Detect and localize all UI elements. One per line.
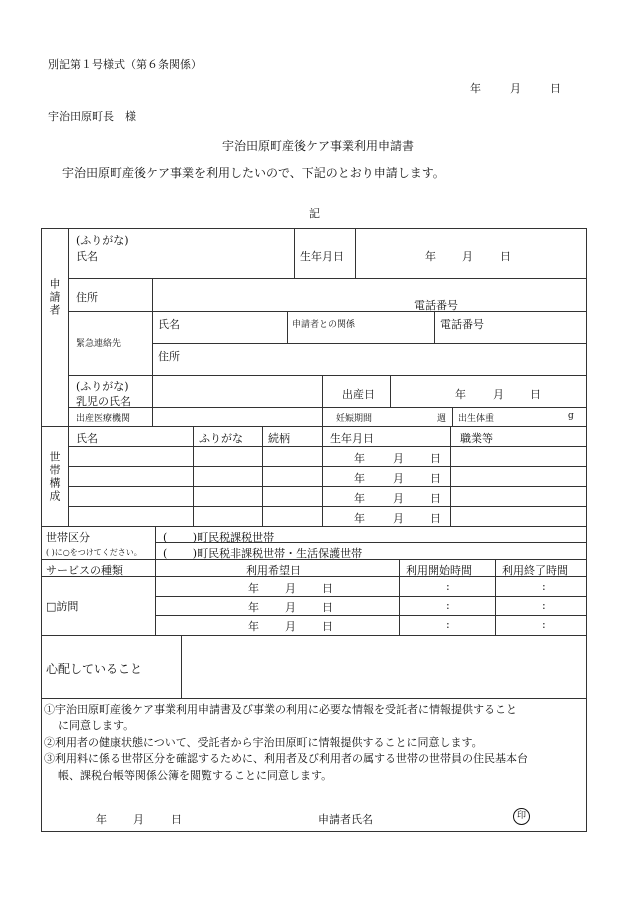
emergency-contact-label: 緊急連絡先 [76, 339, 122, 349]
service-row-month: 月 [285, 582, 296, 595]
household-row-month: 月 [393, 472, 404, 485]
birth-weight-label: 出生体重 [458, 414, 495, 424]
ki-label: 記 [309, 207, 320, 220]
service-row-year: 年 [248, 601, 259, 614]
seal-mark: 印 [513, 808, 530, 825]
service-row-start: : [446, 618, 450, 631]
consent-item-1: ①宇治田原町産後ケア事業利用申請書及び事業の利用に必要な情報を受託者に情報提供すること [44, 703, 517, 716]
household-row-year: 年 [354, 512, 365, 525]
concerns-label: 心配していること [46, 662, 143, 676]
household-row-day: 日 [430, 492, 441, 505]
classification-option-nontaxed: ( )町民税非課税世帯・生活保護世帯 [163, 547, 363, 560]
institution-label: 出産医療機関 [76, 414, 131, 424]
household-row-year: 年 [354, 452, 365, 465]
delivery-year-label: 年 [455, 388, 466, 401]
gestation-label: 妊娠期間 [336, 414, 373, 424]
service-row-day: 日 [322, 601, 333, 614]
household-header-furigana: ふりがな [199, 432, 243, 445]
household-header-birthdate: 生年月日 [330, 432, 374, 445]
service-row-year: 年 [248, 582, 259, 595]
household-row-year: 年 [354, 472, 365, 485]
sign-day-label: 日 [171, 813, 182, 826]
service-row-end: : [542, 618, 546, 631]
sign-month-label: 月 [133, 813, 144, 826]
household-header-occupation: 職業等 [460, 432, 493, 445]
desired-date-label: 利用希望日 [246, 564, 301, 577]
name-label: 氏名 [76, 250, 98, 263]
emergency-address-label: 住所 [158, 350, 180, 363]
classification-note: ( )に○をつけてください。 [46, 548, 142, 557]
applicant-section-label: 申請者 [48, 278, 61, 317]
date-day-label: 日 [550, 82, 561, 95]
address-label: 住所 [76, 291, 98, 304]
emergency-phone-label: 電話番号 [440, 318, 484, 331]
service-row-day: 日 [322, 582, 333, 595]
service-row-month: 月 [285, 620, 296, 633]
consent-item-3: ③利用料に係る世帯区分を確認するために、利用者及び利用者の属する世帯の世帯員の住民基本台 [44, 752, 528, 765]
household-header-relation: 続柄 [268, 432, 290, 445]
service-row-month: 月 [285, 601, 296, 614]
service-row-year: 年 [248, 620, 259, 633]
infant-name-label: 乳児の氏名 [76, 395, 131, 408]
addressee: 宇治田原町長 様 [48, 110, 136, 123]
service-row-start: : [446, 599, 450, 612]
service-row-start: : [446, 580, 450, 593]
consent-item-1-cont: に同意します。 [58, 719, 135, 732]
document-title: 宇治田原町産後ケア事業利用申請書 [222, 139, 415, 153]
weeks-label: 週 [437, 414, 447, 424]
form-number: 別記第１号様式（第６条関係） [48, 58, 202, 71]
sign-year-label: 年 [96, 813, 107, 826]
end-time-label: 利用終了時間 [502, 564, 568, 577]
household-row-month: 月 [393, 492, 404, 505]
household-row-day: 日 [430, 512, 441, 525]
emergency-name-label: 氏名 [158, 318, 180, 331]
delivery-date-label: 出産日 [342, 388, 375, 401]
household-section-label: 世帯構成 [48, 451, 61, 503]
signer-name-label: 申請者氏名 [318, 813, 373, 826]
birth-day-label: 日 [500, 250, 511, 263]
furigana-label: (ふりがな) [76, 234, 129, 247]
service-row-end: : [542, 599, 546, 612]
household-row-day: 日 [430, 452, 441, 465]
date-month-label: 月 [510, 82, 521, 95]
start-time-label: 利用開始時間 [406, 564, 472, 577]
household-row-year: 年 [354, 492, 365, 505]
household-row-day: 日 [430, 472, 441, 485]
infant-furigana-label: (ふりがな) [76, 380, 129, 393]
birthdate-label: 生年月日 [300, 250, 344, 263]
service-type-label: サービスの種類 [46, 564, 123, 577]
classification-option-taxed: ( )町民税課税世帯 [163, 531, 275, 544]
date-year-label: 年 [470, 82, 481, 95]
visit-option: □訪問 [46, 600, 79, 613]
household-row-month: 月 [393, 512, 404, 525]
classification-label: 世帯区分 [46, 531, 90, 544]
intro-text: 宇治田原町産後ケア事業を利用したいので、下記のとおり申請します。 [62, 166, 445, 180]
delivery-month-label: 月 [493, 388, 504, 401]
birth-year-label: 年 [425, 250, 436, 263]
household-row-month: 月 [393, 452, 404, 465]
consent-item-2: ②利用者の健康状態について、受託者から宇治田原町に情報提供することに同意します。 [44, 736, 483, 749]
service-row-day: 日 [322, 620, 333, 633]
grams-label: g [568, 411, 574, 421]
birth-month-label: 月 [462, 250, 473, 263]
household-header-name: 氏名 [76, 432, 98, 445]
delivery-day-label: 日 [530, 388, 541, 401]
emergency-relation-label: 申請者との関係 [292, 320, 356, 330]
consent-item-3-cont: 帳、課税台帳等関係公簿を閲覧することに同意します。 [58, 769, 333, 782]
service-row-end: : [542, 580, 546, 593]
phone-label: 電話番号 [414, 299, 458, 312]
